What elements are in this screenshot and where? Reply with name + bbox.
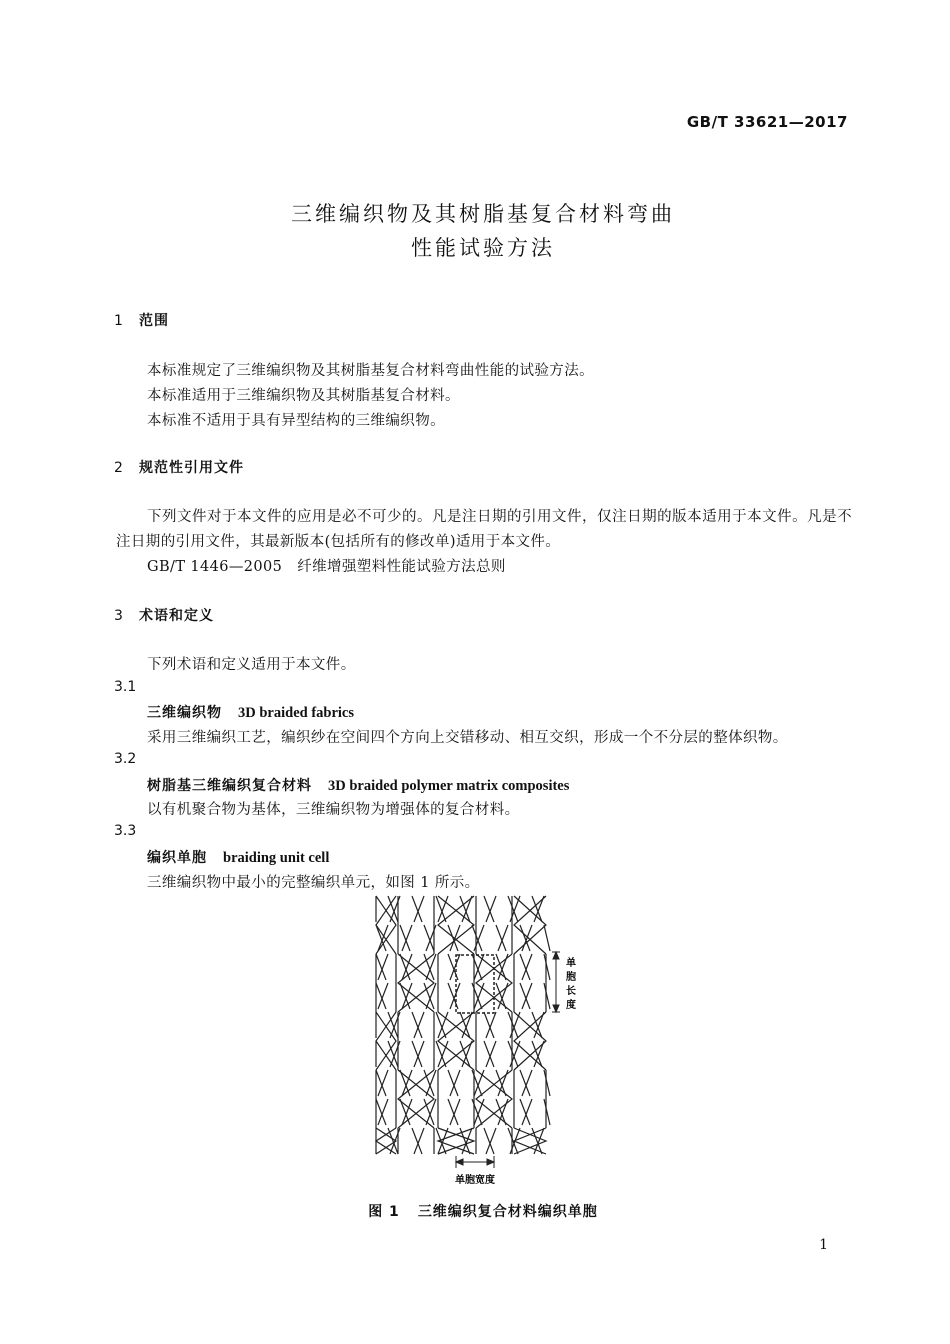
braid-strand — [484, 896, 494, 922]
term-chinese: 编织单胞 — [147, 850, 207, 866]
braid-strand — [522, 1070, 532, 1096]
braid-strand — [414, 1012, 424, 1038]
braid-strand — [520, 1070, 530, 1096]
section-2-heading — [114, 457, 244, 477]
braid-strand — [436, 1041, 446, 1067]
braid-strand — [376, 983, 386, 1009]
braid-strand — [496, 1099, 506, 1125]
braid-strand — [496, 954, 506, 980]
braid-strand — [522, 925, 532, 951]
braid-strand — [414, 896, 424, 922]
term-number: 3.2 — [114, 751, 137, 767]
braid-strand — [402, 925, 412, 951]
braid-strand — [486, 1041, 496, 1067]
term-number: 3.3 — [114, 823, 137, 839]
braid-strand — [474, 1070, 484, 1096]
term-number: 3.1 — [114, 679, 137, 695]
braid-strand — [462, 1012, 472, 1038]
braid-strand — [508, 1128, 518, 1154]
document-title-line2: 性能试验方法 — [411, 236, 555, 260]
braid-strand — [520, 1099, 530, 1125]
braid-strand — [520, 954, 530, 980]
braid-strand — [520, 983, 530, 1009]
braid-strand — [474, 954, 484, 980]
braid-pattern — [376, 896, 550, 1154]
braid-strand — [508, 1012, 518, 1038]
braid-strand — [484, 1012, 494, 1038]
terms-intro: 下列术语和定义适用于本文件。 — [147, 657, 356, 673]
braid-strand — [378, 1070, 388, 1096]
braid-strand — [472, 925, 482, 951]
term-heading — [147, 847, 329, 867]
braid-strand — [448, 1099, 458, 1125]
section-title: 范围 — [139, 313, 169, 329]
braid-strand — [532, 896, 542, 922]
braid-strand — [378, 954, 388, 980]
reference-entry: GB/T 1446—2005 纤维增强塑料性能试验方法总则 — [147, 559, 506, 575]
braid-strand — [400, 1099, 410, 1125]
term-heading — [147, 702, 354, 722]
term-heading — [147, 775, 569, 795]
scope-paragraph: 本标准适用于三维编织物及其树脂基复合材料。 — [147, 388, 460, 404]
braid-strand — [522, 954, 532, 980]
braid-strand — [522, 983, 532, 1009]
braid-strand — [484, 1041, 494, 1067]
braid-strand — [522, 1099, 532, 1125]
braid-strand — [450, 983, 460, 1009]
normative-references-paragraph: 下列文件对于本文件的应用是必不可少的。凡是注日期的引用文件，仅注日期的版本适用于本文件。凡是不注日期的引用文件，其最新版本(包括所有的修改单)适用于本文件。 — [116, 509, 852, 550]
braid-strand — [436, 1012, 446, 1038]
braid-strand — [376, 896, 396, 954]
braid-strand — [400, 1070, 410, 1096]
braid-strand — [450, 954, 460, 980]
braid-strand — [424, 925, 434, 951]
standard-number: GB/T 33621—2017 — [686, 113, 848, 131]
term-chinese: 三维编织物 — [147, 705, 222, 721]
braid-strand — [400, 925, 410, 951]
braid-strand — [426, 1070, 436, 1096]
braid-strand — [508, 1041, 518, 1067]
braid-strand — [414, 1041, 424, 1067]
braid-strand — [508, 896, 518, 922]
unit-length-label: 单 — [566, 958, 576, 969]
braid-strand — [412, 1012, 422, 1038]
figure-number: 图 1 — [368, 1204, 400, 1220]
unit-width-dimension — [456, 1156, 494, 1168]
unit-length-dimension — [552, 952, 560, 1012]
term-english: 3D braided polymer matrix composites — [328, 778, 570, 794]
braid-strand — [426, 954, 436, 980]
braid-strand — [462, 1041, 472, 1067]
braid-strand — [412, 1128, 422, 1154]
term-english: braiding unit cell — [223, 850, 330, 866]
term-definition: 采用三维编织工艺，编织纱在空间四个方向上交错移动、相互交织，形成一个不分层的整体织物。 — [147, 730, 788, 746]
braid-strand — [544, 954, 550, 980]
braid-strand — [414, 1128, 424, 1154]
page-number: 1 — [819, 1237, 828, 1253]
braid-strand — [376, 1012, 396, 1070]
braid-strand — [400, 983, 410, 1009]
braid-strand — [532, 1041, 542, 1067]
braid-strand — [474, 983, 484, 1009]
braid-strand — [486, 1128, 496, 1154]
section-number: 1 — [114, 313, 123, 329]
braid-strand — [474, 1099, 484, 1125]
braid-strand — [544, 925, 550, 951]
braid-strand — [376, 954, 386, 980]
braid-strand — [450, 1070, 460, 1096]
braid-strand — [486, 1012, 496, 1038]
unit-length-label: 度 — [566, 1000, 576, 1011]
figure-caption — [0, 1201, 950, 1221]
braid-strand — [498, 925, 508, 951]
braid-strand — [412, 1041, 422, 1067]
braid-strand — [376, 896, 396, 954]
braid-strand — [476, 1070, 512, 1128]
braid-strand — [448, 925, 458, 951]
section-number: 3 — [114, 608, 123, 624]
section-number: 2 — [114, 460, 123, 476]
braid-strand — [496, 925, 506, 951]
term-chinese: 树脂基三维编织复合材料 — [147, 778, 312, 794]
braid-strand — [544, 983, 550, 1009]
braid-strand — [426, 1099, 436, 1125]
braid-strand — [462, 896, 472, 922]
braid-strand — [376, 1070, 386, 1096]
section-3-heading — [114, 605, 214, 625]
braid-strand — [400, 954, 410, 980]
braid-strand — [496, 983, 506, 1009]
braid-strand — [378, 983, 388, 1009]
braid-strand — [376, 1012, 396, 1070]
term-definition: 以有机聚合物为基体，三维编织物为增强体的复合材料。 — [147, 802, 520, 818]
unit-length-label: 胞 — [566, 972, 576, 983]
braid-strand — [532, 1012, 542, 1038]
unit-width-label: 单胞宽度 — [455, 1175, 495, 1186]
scope-paragraph: 本标准规定了三维编织物及其树脂基复合材料弯曲性能的试验方法。 — [147, 363, 594, 379]
braid-strand — [544, 1099, 550, 1125]
braid-strand — [378, 1099, 388, 1125]
braid-strand — [484, 1128, 494, 1154]
braid-strand — [436, 896, 446, 922]
term-english: 3D braided fabrics — [238, 705, 354, 721]
braid-strand — [486, 896, 496, 922]
braid-strand — [476, 1070, 512, 1128]
braid-strand — [376, 1099, 386, 1125]
braid-strand — [448, 1070, 458, 1096]
term-definition: 三维编织物中最小的完整编织单元，如图 1 所示。 — [147, 875, 480, 891]
braid-strand — [426, 983, 436, 1009]
unit-length-label: 长 — [566, 986, 576, 997]
braid-strand — [544, 1070, 550, 1096]
section-title: 规范性引用文件 — [139, 460, 244, 476]
scope-paragraph: 本标准不适用于具有异型结构的三维编织物。 — [147, 413, 445, 429]
braid-strand — [496, 1070, 506, 1096]
document-title-line1: 三维编织物及其树脂基复合材料弯曲 — [291, 202, 675, 226]
braid-strand — [450, 1099, 460, 1125]
braid-strand — [412, 896, 422, 922]
figure-title: 三维编织复合材料编织单胞 — [417, 1204, 598, 1220]
section-title: 术语和定义 — [139, 608, 214, 624]
braiding-unit-cell-figure — [360, 892, 600, 1192]
section-1-heading — [114, 310, 169, 330]
